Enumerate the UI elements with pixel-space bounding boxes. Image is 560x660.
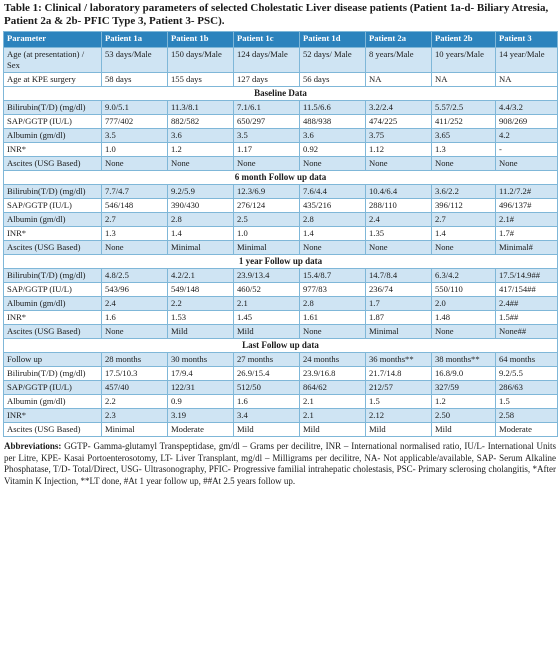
value-cell: 1.6 (102, 311, 168, 325)
value-cell: 1.5## (496, 311, 558, 325)
parameter-cell: Age at KPE surgery (4, 73, 102, 87)
table-row (4, 129, 558, 143)
value-cell: Minimal (102, 423, 168, 437)
value-cell: Mild (234, 423, 300, 437)
value-cell: 64 months (496, 353, 558, 367)
value-cell: 3.6 (300, 129, 366, 143)
value-cell: 2.2 (102, 395, 168, 409)
header-cell: Patient 1b (168, 32, 234, 48)
table-row (4, 157, 558, 171)
value-cell: 52 days/ Male (300, 48, 366, 73)
parameter-cell: Ascites (USG Based) (4, 157, 102, 171)
value-cell: 11.5/6.6 (300, 101, 366, 115)
value-cell: 12.3/6.9 (234, 185, 300, 199)
header-cell: Patient 2b (432, 32, 496, 48)
value-cell: - (496, 143, 558, 157)
value-cell: 1.3 (432, 143, 496, 157)
value-cell: 30 months (168, 353, 234, 367)
value-cell: 3.75 (366, 129, 432, 143)
value-cell: 1.17 (234, 143, 300, 157)
value-cell: Mild (300, 423, 366, 437)
value-cell: 1.0 (234, 227, 300, 241)
parameter-cell: Albumin (gm/dl) (4, 213, 102, 227)
parameter-cell: Age (at presentation) / Sex (4, 48, 102, 73)
value-cell: None (432, 325, 496, 339)
value-cell: 124 days/Male (234, 48, 300, 73)
value-cell: None (300, 241, 366, 255)
value-cell: None (496, 157, 558, 171)
value-cell: None (366, 241, 432, 255)
value-cell: 1.4 (168, 227, 234, 241)
value-cell: 4.2/2.1 (168, 269, 234, 283)
value-cell: 17.5/14.9## (496, 269, 558, 283)
value-cell: None (102, 157, 168, 171)
value-cell: 546/148 (102, 199, 168, 213)
value-cell: 212/57 (366, 381, 432, 395)
value-cell: 512/50 (234, 381, 300, 395)
parameter-cell: INR* (4, 143, 102, 157)
value-cell: 3.65 (432, 129, 496, 143)
value-cell: 1.87 (366, 311, 432, 325)
value-cell: 549/148 (168, 283, 234, 297)
value-cell: 236/74 (366, 283, 432, 297)
value-cell: 10.4/6.4 (366, 185, 432, 199)
value-cell: 1.4 (432, 227, 496, 241)
value-cell: 3.2/2.4 (366, 101, 432, 115)
value-cell: 1.35 (366, 227, 432, 241)
abbreviations-text: GGTP- Gamma-glutamyl Transpeptidase, gm/dl – Grams per decilitre, INR – International normalised ratio, IU/L- International Units per Litre, KPE- Kasai Portoenterosotomy, LT- Liver Transplant, mg/dl – Milligrams per decilitre, NA- Not applicable/available, SAP- Serum Alkaline Phosphatase, T/D- Total/Direct, USG- Ultrasonography, PFIC- Progressive familial intrahepatic cholestasis, PSC- Primary sclerosing cholangitis, *After Vitamin K Injection, **LT done, #At 1 year follow up, ##At 2.5 years follow up. (4, 441, 556, 486)
abbreviations-footnote (3, 441, 557, 487)
table-row (4, 325, 558, 339)
value-cell: 23.9/16.8 (300, 367, 366, 381)
value-cell: 488/938 (300, 115, 366, 129)
value-cell: 496/137# (496, 199, 558, 213)
table-row (4, 269, 558, 283)
value-cell: 11.2/7.2# (496, 185, 558, 199)
value-cell: 21.7/14.8 (366, 367, 432, 381)
value-cell: 2.1 (300, 395, 366, 409)
value-cell: 543/96 (102, 283, 168, 297)
value-cell: 777/402 (102, 115, 168, 129)
abbreviations-label: Abbreviations: (4, 441, 62, 451)
value-cell: 2.1 (300, 409, 366, 423)
value-cell: 2.2 (168, 297, 234, 311)
table-row (4, 367, 558, 381)
table-row (4, 115, 558, 129)
value-cell: NA (366, 73, 432, 87)
value-cell: Minimal# (496, 241, 558, 255)
value-cell: 36 months** (366, 353, 432, 367)
value-cell: None (300, 325, 366, 339)
value-cell: 2.0 (432, 297, 496, 311)
section-row (4, 171, 558, 185)
value-cell: 2.1# (496, 213, 558, 227)
value-cell: Moderate (496, 423, 558, 437)
value-cell: 457/40 (102, 381, 168, 395)
parameter-cell: INR* (4, 311, 102, 325)
value-cell: 3.5 (102, 129, 168, 143)
value-cell: 9.0/5.1 (102, 101, 168, 115)
value-cell: 276/124 (234, 199, 300, 213)
value-cell: 127 days (234, 73, 300, 87)
header-cell: Patient 3 (496, 32, 558, 48)
value-cell: 327/59 (432, 381, 496, 395)
value-cell: 286/63 (496, 381, 558, 395)
value-cell: None (300, 157, 366, 171)
value-cell: 1.0 (102, 143, 168, 157)
value-cell: 1.45 (234, 311, 300, 325)
value-cell: 56 days (300, 73, 366, 87)
table-row (4, 48, 558, 73)
value-cell: 8 years/Male (366, 48, 432, 73)
value-cell: 15.4/8.7 (300, 269, 366, 283)
value-cell: 26.9/15.4 (234, 367, 300, 381)
value-cell: None (168, 157, 234, 171)
value-cell: 550/110 (432, 283, 496, 297)
parameter-cell: SAP/GGTP (IU/L) (4, 115, 102, 129)
value-cell: 7.6/4.4 (300, 185, 366, 199)
value-cell: None (102, 325, 168, 339)
value-cell: 2.5 (234, 213, 300, 227)
value-cell: 2.8 (300, 297, 366, 311)
value-cell: 1.5 (496, 395, 558, 409)
table-row (4, 227, 558, 241)
value-cell: 7.1/6.1 (234, 101, 300, 115)
value-cell: 864/62 (300, 381, 366, 395)
value-cell: 2.4 (102, 297, 168, 311)
parameter-cell: Albumin (gm/dl) (4, 129, 102, 143)
section-title: 1 year Follow up data (4, 255, 558, 269)
value-cell: Minimal (234, 241, 300, 255)
table-row (4, 353, 558, 367)
value-cell: Moderate (168, 423, 234, 437)
header-cell: Parameter (4, 32, 102, 48)
value-cell: 474/225 (366, 115, 432, 129)
value-cell: 1.4 (300, 227, 366, 241)
value-cell: None (234, 157, 300, 171)
parameter-cell: INR* (4, 409, 102, 423)
value-cell: 27 months (234, 353, 300, 367)
value-cell: 396/112 (432, 199, 496, 213)
table-row (4, 381, 558, 395)
value-cell: 24 months (300, 353, 366, 367)
value-cell: 9.2/5.5 (496, 367, 558, 381)
value-cell: 16.8/9.0 (432, 367, 496, 381)
table-row (4, 297, 558, 311)
section-row (4, 87, 558, 101)
value-cell: 14.7/8.4 (366, 269, 432, 283)
parameter-cell: INR* (4, 227, 102, 241)
parameter-cell: Follow up (4, 353, 102, 367)
value-cell: 7.7/4.7 (102, 185, 168, 199)
value-cell: 411/252 (432, 115, 496, 129)
table-body (4, 48, 558, 437)
value-cell: 1.7# (496, 227, 558, 241)
header-cell: Patient 1d (300, 32, 366, 48)
parameter-cell: Albumin (gm/dl) (4, 297, 102, 311)
patient-table (3, 31, 558, 437)
parameter-cell: Bilirubin(T/D) (mg/dl) (4, 367, 102, 381)
value-cell: 2.3 (102, 409, 168, 423)
value-cell: 2.4 (366, 213, 432, 227)
table-row (4, 185, 558, 199)
value-cell: 2.58 (496, 409, 558, 423)
value-cell: 2.1 (234, 297, 300, 311)
value-cell: 10 years/Male (432, 48, 496, 73)
value-cell: Mild (366, 423, 432, 437)
parameter-cell: Ascites (USG Based) (4, 423, 102, 437)
table-row (4, 423, 558, 437)
value-cell: 14 year/Male (496, 48, 558, 73)
value-cell: 2.8 (300, 213, 366, 227)
value-cell: 17/9.4 (168, 367, 234, 381)
value-cell: 1.2 (168, 143, 234, 157)
value-cell: 1.3 (102, 227, 168, 241)
parameter-cell: SAP/GGTP (IU/L) (4, 199, 102, 213)
value-cell: 53 days/Male (102, 48, 168, 73)
value-cell: Minimal (366, 325, 432, 339)
table-row (4, 143, 558, 157)
header-cell: Patient 1a (102, 32, 168, 48)
table-row (4, 311, 558, 325)
value-cell: 1.12 (366, 143, 432, 157)
value-cell: 9.2/5.9 (168, 185, 234, 199)
value-cell: 882/582 (168, 115, 234, 129)
value-cell: 6.3/4.2 (432, 269, 496, 283)
value-cell: 3.19 (168, 409, 234, 423)
table-row (4, 73, 558, 87)
header-cell: Patient 1c (234, 32, 300, 48)
value-cell: 28 months (102, 353, 168, 367)
value-cell: 58 days (102, 73, 168, 87)
value-cell: 1.6 (234, 395, 300, 409)
header-cell: Patient 2a (366, 32, 432, 48)
value-cell: 1.48 (432, 311, 496, 325)
table-row (4, 199, 558, 213)
value-cell: 1.61 (300, 311, 366, 325)
value-cell: 38 months** (432, 353, 496, 367)
value-cell: 977/83 (300, 283, 366, 297)
value-cell: 288/110 (366, 199, 432, 213)
section-row (4, 255, 558, 269)
table-caption: Table 1: Clinical / laboratory parameters of selected Cholestatic Liver disease patients (Patient 1a-d- Biliary Atresia, Patient 2a & 2b- PFIC Type 3, Patient 3- PSC). (4, 2, 549, 27)
section-title: Baseline Data (4, 87, 558, 101)
value-cell: Mild (234, 325, 300, 339)
value-cell: 2.50 (432, 409, 496, 423)
value-cell: 390/430 (168, 199, 234, 213)
parameter-cell: SAP/GGTP (IU/L) (4, 283, 102, 297)
value-cell: Mild (432, 423, 496, 437)
value-cell: Minimal (168, 241, 234, 255)
value-cell: 908/269 (496, 115, 558, 129)
value-cell: 460/52 (234, 283, 300, 297)
value-cell: 2.7 (102, 213, 168, 227)
value-cell: 4.2 (496, 129, 558, 143)
parameter-cell: Albumin (gm/dl) (4, 395, 102, 409)
value-cell: NA (496, 73, 558, 87)
value-cell: NA (432, 73, 496, 87)
section-row (4, 339, 558, 353)
value-cell: 417/154## (496, 283, 558, 297)
parameter-cell: Ascites (USG Based) (4, 325, 102, 339)
parameter-cell: Bilirubin(T/D) (mg/dl) (4, 269, 102, 283)
value-cell: 3.6/2.2 (432, 185, 496, 199)
table-header-row (4, 32, 558, 48)
section-title: 6 month Follow up data (4, 171, 558, 185)
value-cell: Mild (168, 325, 234, 339)
value-cell: 1.5 (366, 395, 432, 409)
parameter-cell: Bilirubin(T/D) (mg/dl) (4, 101, 102, 115)
value-cell: None (102, 241, 168, 255)
value-cell: None (432, 241, 496, 255)
parameter-cell: Bilirubin(T/D) (mg/dl) (4, 185, 102, 199)
value-cell: 2.8 (168, 213, 234, 227)
value-cell: 3.5 (234, 129, 300, 143)
table-row (4, 241, 558, 255)
value-cell: None (432, 157, 496, 171)
table-row (4, 409, 558, 423)
value-cell: 0.92 (300, 143, 366, 157)
value-cell: 2.12 (366, 409, 432, 423)
value-cell: 23.9/13.4 (234, 269, 300, 283)
value-cell: 1.7 (366, 297, 432, 311)
value-cell: 0.9 (168, 395, 234, 409)
value-cell: 650/297 (234, 115, 300, 129)
value-cell: 1.2 (432, 395, 496, 409)
table-row (4, 395, 558, 409)
value-cell: 2.7 (432, 213, 496, 227)
value-cell: 1.53 (168, 311, 234, 325)
table-row (4, 283, 558, 297)
value-cell: 435/216 (300, 199, 366, 213)
value-cell: 150 days/Male (168, 48, 234, 73)
value-cell: 2.4## (496, 297, 558, 311)
value-cell: 155 days (168, 73, 234, 87)
value-cell: 11.3/8.1 (168, 101, 234, 115)
table-row (4, 101, 558, 115)
value-cell: 4.4/3.2 (496, 101, 558, 115)
value-cell: 3.6 (168, 129, 234, 143)
value-cell: 17.5/10.3 (102, 367, 168, 381)
value-cell: 122/31 (168, 381, 234, 395)
value-cell: 3.4 (234, 409, 300, 423)
value-cell: 4.8/2.5 (102, 269, 168, 283)
value-cell: None (366, 157, 432, 171)
section-title: Last Follow up data (4, 339, 558, 353)
parameter-cell: Ascites (USG Based) (4, 241, 102, 255)
value-cell: None## (496, 325, 558, 339)
value-cell: 5.57/2.5 (432, 101, 496, 115)
table-row (4, 213, 558, 227)
parameter-cell: SAP/GGTP (IU/L) (4, 381, 102, 395)
